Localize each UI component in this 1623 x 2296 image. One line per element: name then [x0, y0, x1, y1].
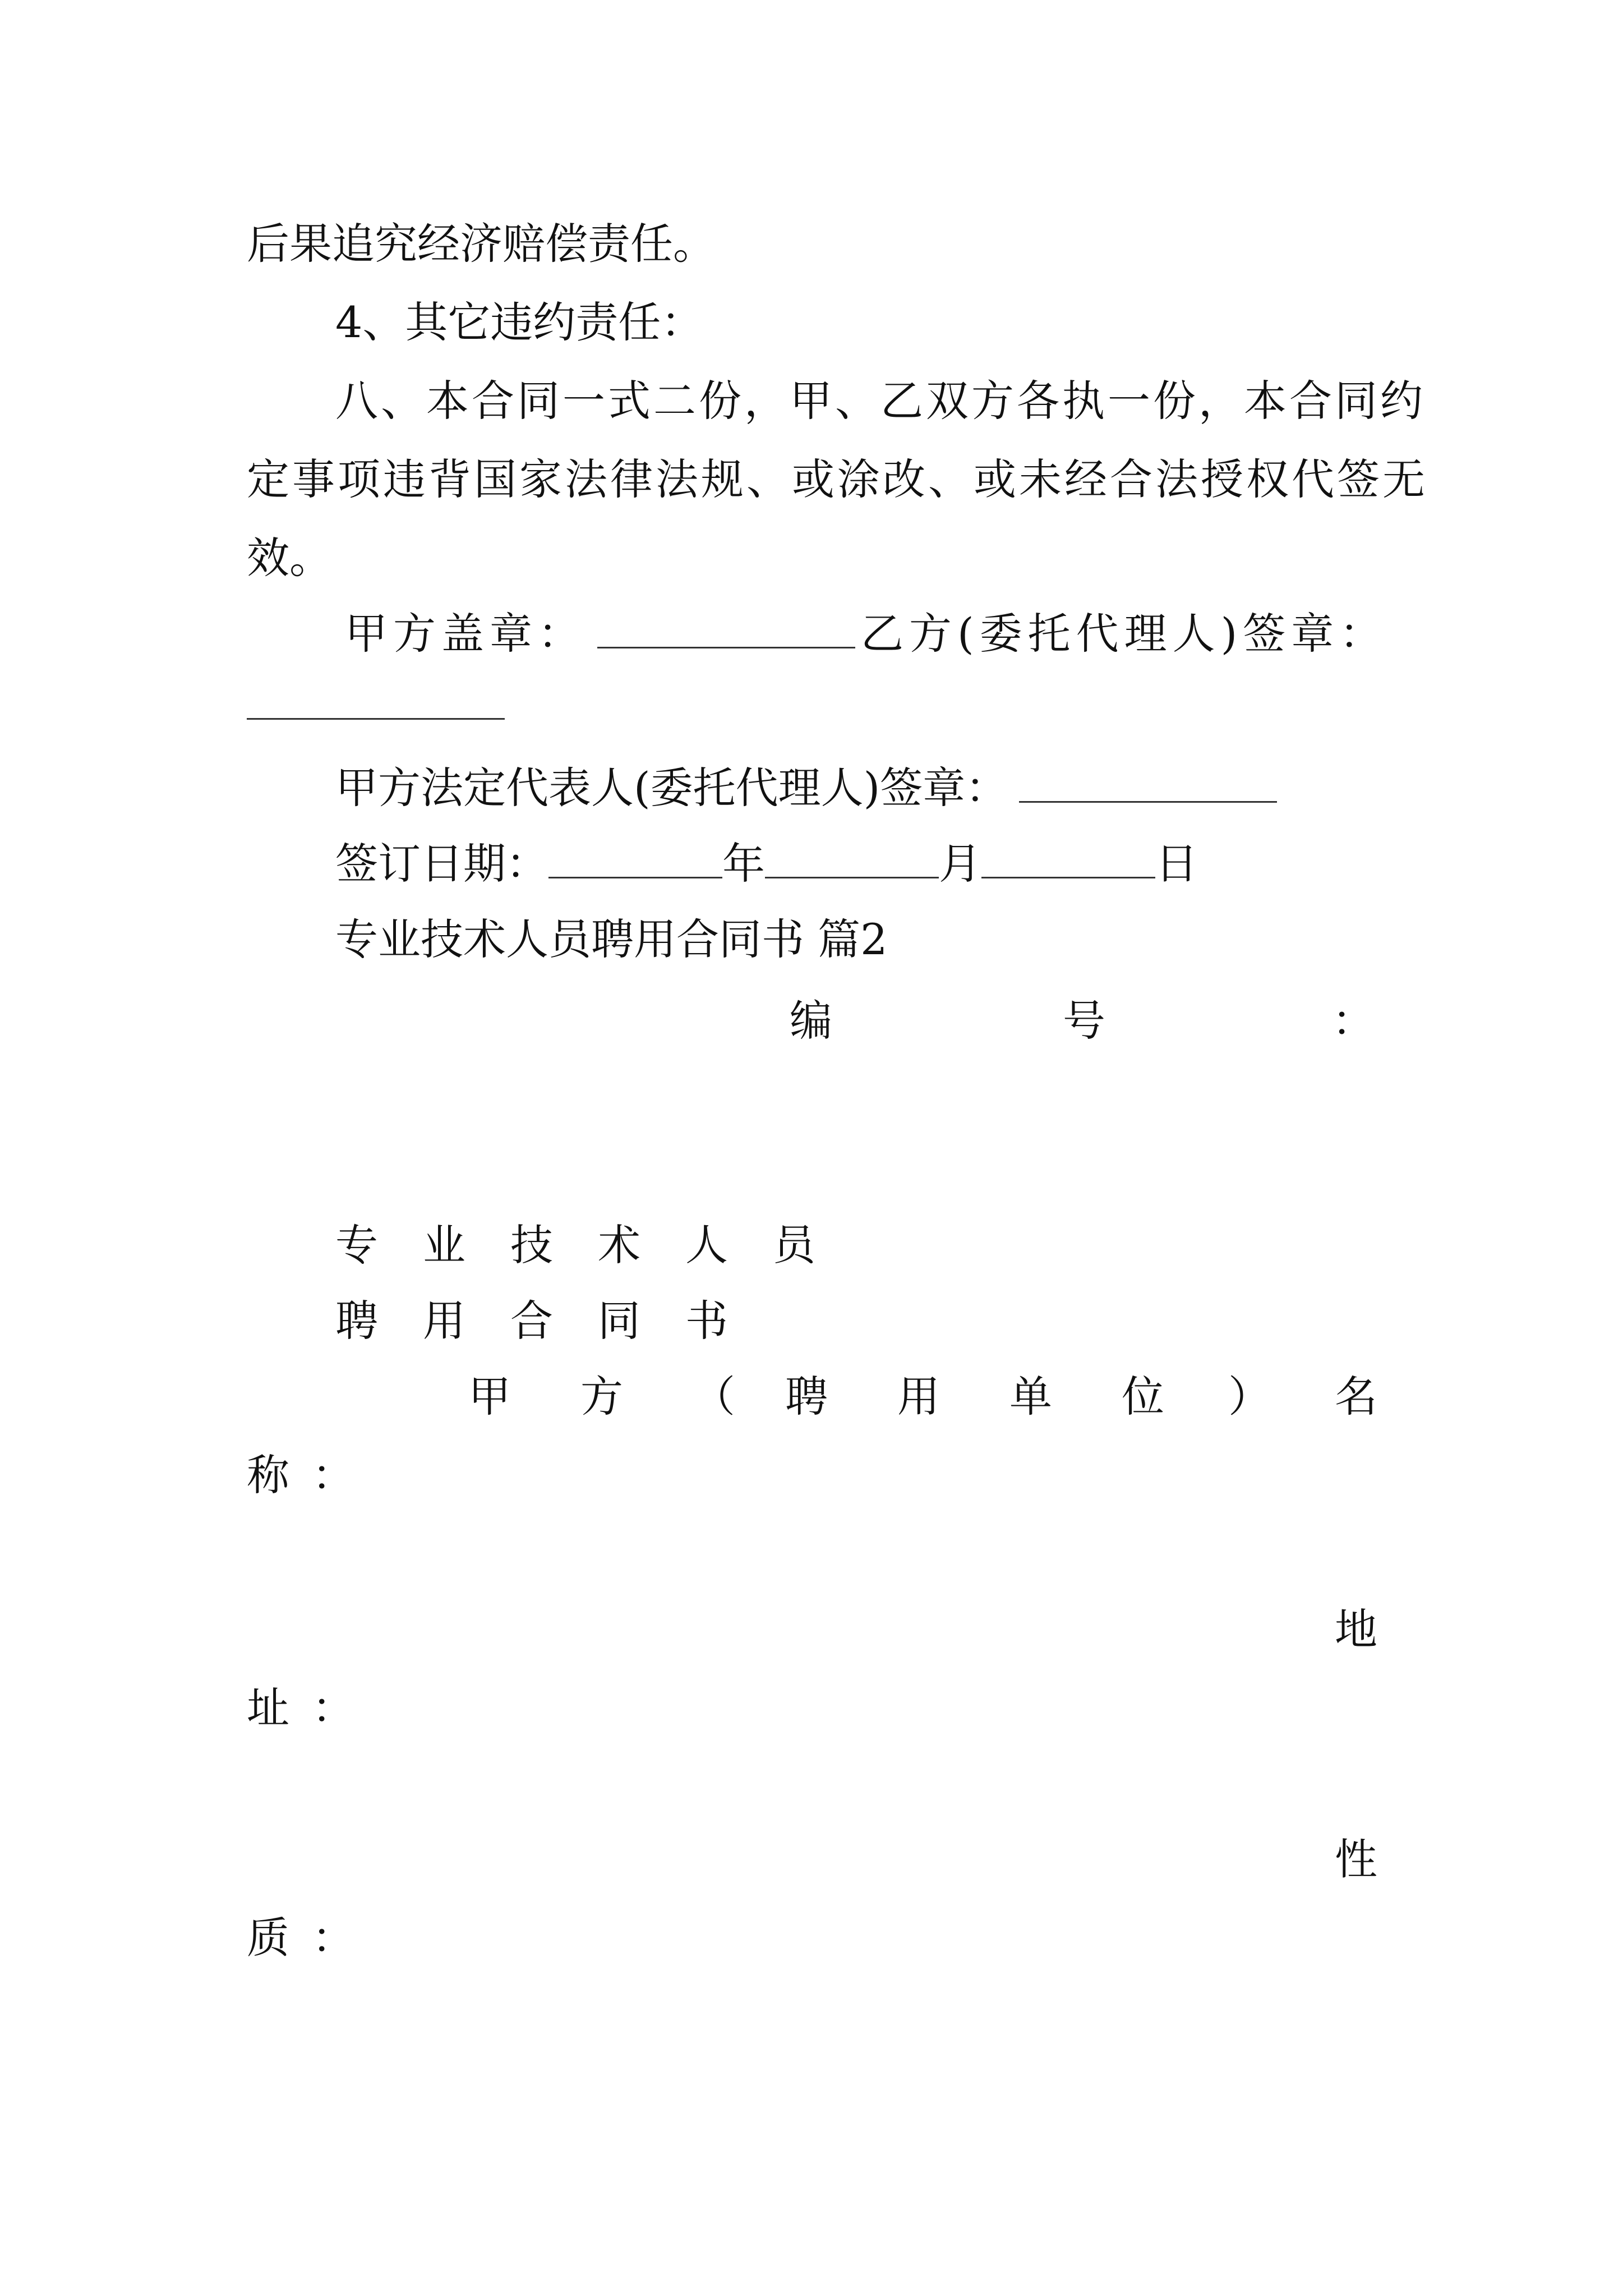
- signature-row: [345, 606, 1387, 662]
- year-label: 年: [722, 839, 765, 889]
- date-row: [335, 836, 1198, 892]
- party-a-char: 单: [1009, 1372, 1052, 1421]
- legal-rep-sign-blank: [1019, 762, 1277, 803]
- address-char: 地: [1335, 1604, 1377, 1654]
- serial-char: 号: [1063, 996, 1105, 1046]
- nature-label: 质 ：: [247, 1913, 359, 1963]
- paragraph-line: 八、本合同一式二份，甲、乙双方各执一份，本合同约: [335, 376, 1426, 426]
- party-b-sign-label: 乙方(委托代理人)签章：: [861, 609, 1388, 659]
- party-a-char: 位: [1122, 1372, 1164, 1421]
- paragraph-line: 4、其它违约责任：: [335, 297, 704, 347]
- paragraph-line: 效。: [247, 533, 332, 583]
- party-a-char: 名: [1335, 1372, 1377, 1421]
- paragraph-line: 后果追究经济赔偿责任。: [247, 219, 716, 269]
- party-a-seal-label: 甲方盖章：: [345, 609, 586, 659]
- title-char: 用: [423, 1296, 465, 1346]
- party-a-seal-blank: [597, 608, 855, 648]
- party-a-char: 聘: [785, 1372, 828, 1421]
- party-a-name-label: 称 ：: [247, 1450, 359, 1500]
- title-char: 技: [510, 1220, 553, 1270]
- party-a-char: 甲: [468, 1372, 511, 1421]
- title-char: 业: [423, 1220, 465, 1270]
- year-blank: [548, 838, 722, 878]
- nature-char: 性: [1335, 1834, 1377, 1884]
- party-a-char: （: [693, 1372, 735, 1421]
- party-a-char: ）: [1228, 1372, 1271, 1421]
- section-title: 专业技术人员聘用合同书 篇2: [335, 914, 888, 964]
- month-label: 月: [939, 839, 981, 889]
- day-label: 日: [1155, 839, 1198, 889]
- day-blank: [981, 838, 1155, 878]
- title-char: 同: [598, 1296, 640, 1346]
- title-char: 合: [510, 1296, 553, 1346]
- title-char: 员: [773, 1220, 815, 1270]
- party-a-char: 用: [897, 1372, 940, 1421]
- title-char: 专: [335, 1220, 378, 1270]
- title-char: 聘: [335, 1296, 378, 1346]
- title-char: 术: [598, 1220, 640, 1270]
- signature-row: [335, 760, 1277, 816]
- serial-char: 编: [790, 996, 832, 1046]
- date-label: 签订日期：: [335, 839, 548, 889]
- paragraph-line: 定事项违背国家法律法规、或涂改、或未经合法授权代签无: [247, 454, 1428, 504]
- title-char: 人: [685, 1220, 728, 1270]
- party-a-char: 方: [580, 1372, 623, 1421]
- title-char: 书: [685, 1296, 728, 1346]
- month-blank: [765, 838, 939, 878]
- party-b-sign-blank: [247, 684, 505, 720]
- legal-rep-sign-label: 甲方法定代表人(委托代理人)签章：: [335, 763, 1008, 813]
- serial-char: ：: [1332, 996, 1375, 1046]
- address-label: 址 ：: [247, 1683, 359, 1733]
